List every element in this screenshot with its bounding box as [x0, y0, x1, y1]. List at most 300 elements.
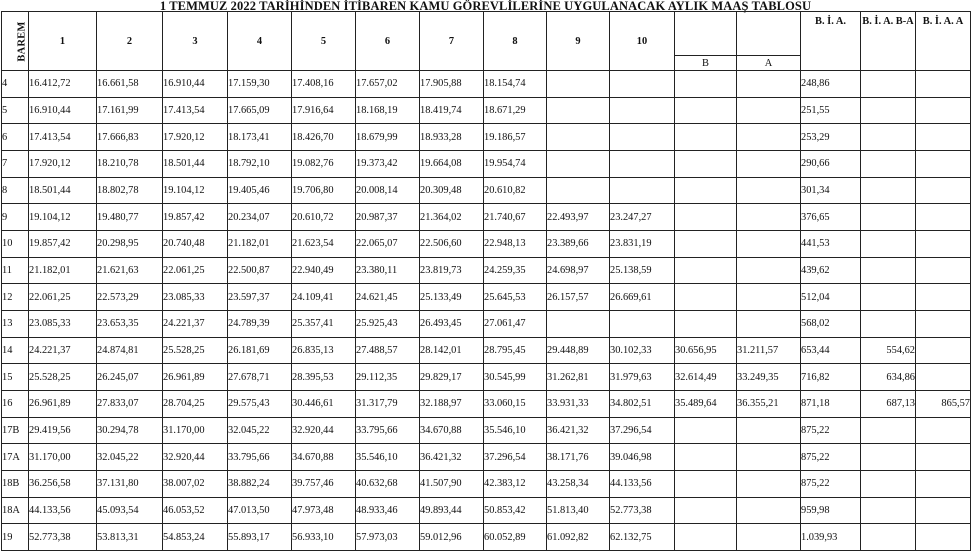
- salary-cell: 46.053,52: [163, 497, 228, 524]
- salary-cell: 24.621,45: [356, 284, 420, 311]
- bia-ba-cell: 554,62: [861, 337, 916, 364]
- grade-cell: 16: [2, 390, 29, 417]
- salary-cell: 44.133,56: [610, 470, 675, 497]
- salary-cell: 56.933,10: [292, 524, 356, 551]
- bia-header: B. İ. A.: [801, 12, 861, 71]
- salary-cell: [675, 204, 737, 231]
- salary-cell: 30.545,99: [484, 364, 547, 391]
- salary-cell: [675, 497, 737, 524]
- table-row: [2, 417, 971, 444]
- grade-cell: 7: [2, 150, 29, 177]
- salary-cell: 22.573,29: [97, 284, 163, 311]
- step-header: 5: [292, 12, 356, 71]
- salary-cell: 17.666,83: [97, 124, 163, 151]
- salary-cell: 49.893,44: [420, 497, 484, 524]
- bia-ba-cell: [861, 497, 916, 524]
- salary-cell: 30.656,95: [675, 337, 737, 364]
- salary-cell: 17.657,02: [356, 71, 420, 98]
- salary-cell: [675, 524, 737, 551]
- bia-a-cell: [916, 150, 971, 177]
- salary-cell: [737, 230, 801, 257]
- extra-step-header-a: [737, 12, 801, 56]
- salary-cell: 26.961,89: [29, 390, 97, 417]
- salary-cell: [737, 257, 801, 284]
- bia-cell: 875,22: [801, 470, 861, 497]
- salary-cell: 45.093,54: [97, 497, 163, 524]
- salary-cell: 16.661,58: [97, 71, 163, 98]
- salary-cell: 31.979,63: [610, 364, 675, 391]
- salary-cell: 23.380,11: [356, 257, 420, 284]
- salary-cell: 54.853,24: [163, 524, 228, 551]
- salary-cell: 29.419,56: [29, 417, 97, 444]
- salary-cell: [610, 124, 675, 151]
- salary-cell: [675, 257, 737, 284]
- bia-cell: 568,02: [801, 310, 861, 337]
- salary-cell: 33.795,66: [356, 417, 420, 444]
- salary-cell: 19.480,77: [97, 204, 163, 231]
- salary-cell: 30.294,78: [97, 417, 163, 444]
- salary-cell: [610, 310, 675, 337]
- salary-cell: 19.857,42: [29, 230, 97, 257]
- salary-cell: 21.740,67: [484, 204, 547, 231]
- grade-cell: 8: [2, 177, 29, 204]
- salary-cell: 29.112,35: [356, 364, 420, 391]
- table-row: [2, 71, 971, 98]
- salary-cell: 35.546,10: [484, 417, 547, 444]
- salary-cell: [675, 97, 737, 124]
- grade-cell: 15: [2, 364, 29, 391]
- salary-cell: 34.802,51: [610, 390, 675, 417]
- table-row: [2, 497, 971, 524]
- salary-cell: [675, 310, 737, 337]
- salary-cell: 20.740,48: [163, 230, 228, 257]
- salary-cell: 26.493,45: [420, 310, 484, 337]
- salary-cell: 18.671,29: [484, 97, 547, 124]
- grade-cell: 19: [2, 524, 29, 551]
- bia-a-cell: [916, 310, 971, 337]
- salary-cell: [675, 470, 737, 497]
- salary-cell: 17.920,12: [29, 150, 97, 177]
- salary-cell: [547, 97, 610, 124]
- bia-ba-cell: [861, 257, 916, 284]
- salary-cell: 33.795,66: [228, 444, 292, 471]
- salary-cell: 17.920,12: [163, 124, 228, 151]
- salary-cell: 26.157,57: [547, 284, 610, 311]
- salary-cell: 18.168,19: [356, 97, 420, 124]
- salary-cell: 28.795,45: [484, 337, 547, 364]
- salary-cell: [737, 417, 801, 444]
- bia-cell: 512,04: [801, 284, 861, 311]
- salary-cell: 35.489,64: [675, 390, 737, 417]
- salary-cell: 27.678,71: [228, 364, 292, 391]
- salary-cell: 16.910,44: [163, 71, 228, 98]
- salary-cell: 22.948,13: [484, 230, 547, 257]
- bia-cell: 439,62: [801, 257, 861, 284]
- table-row: [2, 390, 971, 417]
- salary-cell: 32.614,49: [675, 364, 737, 391]
- salary-cell: [547, 177, 610, 204]
- salary-cell: 17.916,64: [292, 97, 356, 124]
- bia-ba-cell: [861, 204, 916, 231]
- bia-cell: 441,53: [801, 230, 861, 257]
- step-header: 9: [547, 12, 610, 71]
- salary-cell: 21.182,01: [29, 257, 97, 284]
- salary-cell: 19.706,80: [292, 177, 356, 204]
- salary-cell: 26.835,13: [292, 337, 356, 364]
- salary-cell: 29.575,43: [228, 390, 292, 417]
- salary-cell: 27.061,47: [484, 310, 547, 337]
- grade-cell: 12: [2, 284, 29, 311]
- salary-cell: 32.045,22: [97, 444, 163, 471]
- bia-ba-cell: [861, 124, 916, 151]
- grade-cell: 9: [2, 204, 29, 231]
- salary-cell: 19.405,46: [228, 177, 292, 204]
- bia-cell: 376,65: [801, 204, 861, 231]
- salary-cell: 19.664,08: [420, 150, 484, 177]
- salary-cell: 51.813,40: [547, 497, 610, 524]
- bia-cell: 871,18: [801, 390, 861, 417]
- salary-cell: [610, 71, 675, 98]
- salary-cell: 17.161,99: [97, 97, 163, 124]
- bia-a-cell: [916, 204, 971, 231]
- salary-cell: 35.546,10: [356, 444, 420, 471]
- salary-cell: [737, 124, 801, 151]
- table-row: [2, 204, 971, 231]
- salary-cell: 39.757,46: [292, 470, 356, 497]
- grade-cell: 10: [2, 230, 29, 257]
- grade-cell: 6: [2, 124, 29, 151]
- salary-cell: [675, 284, 737, 311]
- salary-cell: 17.159,30: [228, 71, 292, 98]
- salary-cell: 43.258,34: [547, 470, 610, 497]
- salary-cell: 20.234,07: [228, 204, 292, 231]
- salary-cell: 39.046,98: [610, 444, 675, 471]
- sub-header-a: A: [737, 56, 801, 71]
- salary-cell: 31.170,00: [29, 444, 97, 471]
- extra-step-header-b: [675, 12, 737, 56]
- table-row: [2, 444, 971, 471]
- bia-ba-cell: [861, 417, 916, 444]
- bia-a-cell: [916, 470, 971, 497]
- salary-cell: 22.065,07: [356, 230, 420, 257]
- salary-cell: [547, 124, 610, 151]
- salary-cell: 24.109,41: [292, 284, 356, 311]
- table-row: [2, 230, 971, 257]
- salary-cell: 23.085,33: [29, 310, 97, 337]
- salary-cell: 34.670,88: [420, 417, 484, 444]
- bia-ba-cell: [861, 470, 916, 497]
- salary-cell: 25.528,25: [29, 364, 97, 391]
- step-header: 7: [420, 12, 484, 71]
- bia-ba-cell: [861, 524, 916, 551]
- bia-cell: 301,34: [801, 177, 861, 204]
- salary-cell: 20.610,82: [484, 177, 547, 204]
- salary-cell: 32.920,44: [292, 417, 356, 444]
- salary-cell: 21.182,01: [228, 230, 292, 257]
- grade-cell: 17A: [2, 444, 29, 471]
- salary-cell: 33.060,15: [484, 390, 547, 417]
- bia-a-cell: [916, 230, 971, 257]
- salary-cell: 32.920,44: [163, 444, 228, 471]
- grade-cell: 4: [2, 71, 29, 98]
- salary-cell: 40.632,68: [356, 470, 420, 497]
- step-header: 10: [610, 12, 675, 71]
- salary-cell: 36.421,32: [547, 417, 610, 444]
- salary-cell: 25.645,53: [484, 284, 547, 311]
- bia-ba-cell: [861, 444, 916, 471]
- salary-cell: 20.298,95: [97, 230, 163, 257]
- salary-cell: 16.412,72: [29, 71, 97, 98]
- salary-cell: 28.704,25: [163, 390, 228, 417]
- bia-a-cell: [916, 444, 971, 471]
- salary-cell: 60.052,89: [484, 524, 547, 551]
- salary-cell: 24.698,97: [547, 257, 610, 284]
- salary-cell: 25.357,41: [292, 310, 356, 337]
- bia-cell: 875,22: [801, 417, 861, 444]
- salary-cell: 22.061,25: [163, 257, 228, 284]
- bia-a-cell: [916, 337, 971, 364]
- bia-cell: 253,29: [801, 124, 861, 151]
- salary-cell: 18.173,41: [228, 124, 292, 151]
- salary-cell: 26.669,61: [610, 284, 675, 311]
- salary-cell: 31.317,79: [356, 390, 420, 417]
- salary-cell: 21.623,54: [292, 230, 356, 257]
- salary-cell: [737, 524, 801, 551]
- bia-ba-header: B. İ. A. B-A: [861, 12, 916, 71]
- salary-cell: 38.882,24: [228, 470, 292, 497]
- salary-cell: 19.082,76: [292, 150, 356, 177]
- step-header: 2: [97, 12, 163, 71]
- salary-cell: 31.262,81: [547, 364, 610, 391]
- salary-cell: 18.210,78: [97, 150, 163, 177]
- grade-cell: 14: [2, 337, 29, 364]
- salary-cell: 28.395,53: [292, 364, 356, 391]
- bia-a-cell: [916, 524, 971, 551]
- salary-cell: 42.383,12: [484, 470, 547, 497]
- salary-cell: [547, 310, 610, 337]
- step-header: 6: [356, 12, 420, 71]
- grade-cell: 11: [2, 257, 29, 284]
- salary-cell: 61.092,82: [547, 524, 610, 551]
- salary-cell: 44.133,56: [29, 497, 97, 524]
- bia-cell: 653,44: [801, 337, 861, 364]
- salary-cell: 23.597,37: [228, 284, 292, 311]
- salary-cell: 57.973,03: [356, 524, 420, 551]
- salary-cell: 22.061,25: [29, 284, 97, 311]
- salary-cell: 22.506,60: [420, 230, 484, 257]
- salary-cell: 22.940,49: [292, 257, 356, 284]
- bia-a-cell: [916, 97, 971, 124]
- salary-cell: [675, 71, 737, 98]
- salary-cell: 33.931,33: [547, 390, 610, 417]
- salary-cell: 26.181,69: [228, 337, 292, 364]
- salary-cell: 52.773,38: [29, 524, 97, 551]
- salary-cell: 24.789,39: [228, 310, 292, 337]
- salary-cell: 53.813,31: [97, 524, 163, 551]
- grade-cell: 13: [2, 310, 29, 337]
- salary-cell: 23.653,35: [97, 310, 163, 337]
- salary-cell: 26.961,89: [163, 364, 228, 391]
- salary-cell: 32.045,22: [228, 417, 292, 444]
- salary-cell: [737, 470, 801, 497]
- salary-cell: [610, 177, 675, 204]
- salary-cell: 48.933,46: [356, 497, 420, 524]
- step-header: 1: [29, 12, 97, 71]
- salary-cell: 20.610,72: [292, 204, 356, 231]
- bia-ba-cell: [861, 97, 916, 124]
- salary-cell: 52.773,38: [610, 497, 675, 524]
- table-row: [2, 177, 971, 204]
- salary-cell: 23.831,19: [610, 230, 675, 257]
- salary-cell: [547, 71, 610, 98]
- salary-cell: 16.910,44: [29, 97, 97, 124]
- salary-table: [1, 11, 971, 551]
- salary-cell: 31.211,57: [737, 337, 801, 364]
- salary-cell: 22.500,87: [228, 257, 292, 284]
- salary-cell: [737, 310, 801, 337]
- salary-cell: 27.833,07: [97, 390, 163, 417]
- step-header: 8: [484, 12, 547, 71]
- salary-cell: 41.507,90: [420, 470, 484, 497]
- salary-cell: [737, 497, 801, 524]
- bia-a-cell: [916, 257, 971, 284]
- salary-cell: 25.528,25: [163, 337, 228, 364]
- table-row: [2, 310, 971, 337]
- salary-cell: 25.138,59: [610, 257, 675, 284]
- salary-cell: 17.413,54: [163, 97, 228, 124]
- bia-ba-cell: [861, 310, 916, 337]
- bia-ba-cell: [861, 177, 916, 204]
- salary-cell: [737, 71, 801, 98]
- salary-cell: 47.973,48: [292, 497, 356, 524]
- salary-cell: 18.154,74: [484, 71, 547, 98]
- salary-cell: 17.408,16: [292, 71, 356, 98]
- salary-cell: 31.170,00: [163, 417, 228, 444]
- salary-cell: 17.905,88: [420, 71, 484, 98]
- barem-header: BAREM: [2, 12, 29, 71]
- page-title: 1 TEMMUZ 2022 TARİHİNDEN İTİBAREN KAMU GÖREVLİLERİNE UYGULANACAK AYLIK MAAŞ TABLOSU: [159, 0, 812, 13]
- grade-cell: 17B: [2, 417, 29, 444]
- salary-cell: 24.259,35: [484, 257, 547, 284]
- salary-cell: 19.954,74: [484, 150, 547, 177]
- bia-ba-cell: [861, 230, 916, 257]
- salary-cell: 18.802,78: [97, 177, 163, 204]
- salary-cell: 19.104,12: [163, 177, 228, 204]
- salary-cell: 20.309,48: [420, 177, 484, 204]
- salary-cell: [737, 204, 801, 231]
- salary-cell: 20.008,14: [356, 177, 420, 204]
- bia-ba-cell: 687,13: [861, 390, 916, 417]
- salary-cell: 21.621,63: [97, 257, 163, 284]
- salary-cell: 36.355,21: [737, 390, 801, 417]
- salary-cell: 21.364,02: [420, 204, 484, 231]
- salary-cell: 18.501,44: [29, 177, 97, 204]
- bia-a-cell: 865,57: [916, 390, 971, 417]
- salary-cell: 36.421,32: [420, 444, 484, 471]
- salary-cell: [737, 150, 801, 177]
- salary-cell: [610, 97, 675, 124]
- salary-cell: [737, 177, 801, 204]
- salary-cell: 34.670,88: [292, 444, 356, 471]
- salary-cell: 20.987,37: [356, 204, 420, 231]
- salary-cell: 24.221,37: [29, 337, 97, 364]
- salary-cell: 55.893,17: [228, 524, 292, 551]
- table-row: [2, 150, 971, 177]
- salary-cell: [737, 444, 801, 471]
- bia-a-cell: [916, 284, 971, 311]
- salary-cell: 25.925,43: [356, 310, 420, 337]
- salary-cell: 33.249,35: [737, 364, 801, 391]
- bia-cell: 1.039,93: [801, 524, 861, 551]
- salary-cell: [737, 97, 801, 124]
- bia-cell: 290,66: [801, 150, 861, 177]
- salary-cell: 30.446,61: [292, 390, 356, 417]
- salary-cell: [675, 124, 737, 151]
- salary-cell: 23.389,66: [547, 230, 610, 257]
- salary-cell: 18.501,44: [163, 150, 228, 177]
- salary-cell: 24.221,37: [163, 310, 228, 337]
- salary-cell: 17.413,54: [29, 124, 97, 151]
- salary-cell: 18.419,74: [420, 97, 484, 124]
- salary-cell: 25.133,49: [420, 284, 484, 311]
- salary-cell: 19.857,42: [163, 204, 228, 231]
- salary-cell: [675, 417, 737, 444]
- salary-cell: 62.132,75: [610, 524, 675, 551]
- step-header: 3: [163, 12, 228, 71]
- salary-cell: 23.247,27: [610, 204, 675, 231]
- salary-cell: [675, 177, 737, 204]
- salary-cell: [675, 444, 737, 471]
- salary-cell: 28.142,01: [420, 337, 484, 364]
- salary-cell: 23.085,33: [163, 284, 228, 311]
- bia-cell: 716,82: [801, 364, 861, 391]
- bia-cell: 959,98: [801, 497, 861, 524]
- grade-cell: 18A: [2, 497, 29, 524]
- bia-a-cell: [916, 177, 971, 204]
- bia-a-cell: [916, 417, 971, 444]
- bia-ba-cell: [861, 150, 916, 177]
- table-row: [2, 470, 971, 497]
- bia-cell: 251,55: [801, 97, 861, 124]
- salary-cell: [737, 284, 801, 311]
- salary-cell: 27.488,57: [356, 337, 420, 364]
- table-row: [2, 337, 971, 364]
- salary-cell: 38.171,76: [547, 444, 610, 471]
- bia-ba-cell: [861, 71, 916, 98]
- table-row: [2, 124, 971, 151]
- sub-header-b: B: [675, 56, 737, 71]
- salary-cell: 47.013,50: [228, 497, 292, 524]
- table-row: [2, 524, 971, 551]
- salary-cell: 37.131,80: [97, 470, 163, 497]
- salary-cell: 24.874,81: [97, 337, 163, 364]
- bia-a-cell: [916, 497, 971, 524]
- grade-cell: 5: [2, 97, 29, 124]
- salary-cell: 19.186,57: [484, 124, 547, 151]
- salary-table-body: [2, 71, 971, 551]
- salary-cell: 18.792,10: [228, 150, 292, 177]
- salary-cell: [675, 150, 737, 177]
- bia-ba-cell: 634,86: [861, 364, 916, 391]
- salary-cell: 36.256,58: [29, 470, 97, 497]
- salary-cell: [547, 150, 610, 177]
- salary-cell: 18.426,70: [292, 124, 356, 151]
- salary-cell: 18.933,28: [420, 124, 484, 151]
- table-row: [2, 364, 971, 391]
- salary-cell: 32.188,97: [420, 390, 484, 417]
- salary-cell: 30.102,33: [610, 337, 675, 364]
- salary-cell: 26.245,07: [97, 364, 163, 391]
